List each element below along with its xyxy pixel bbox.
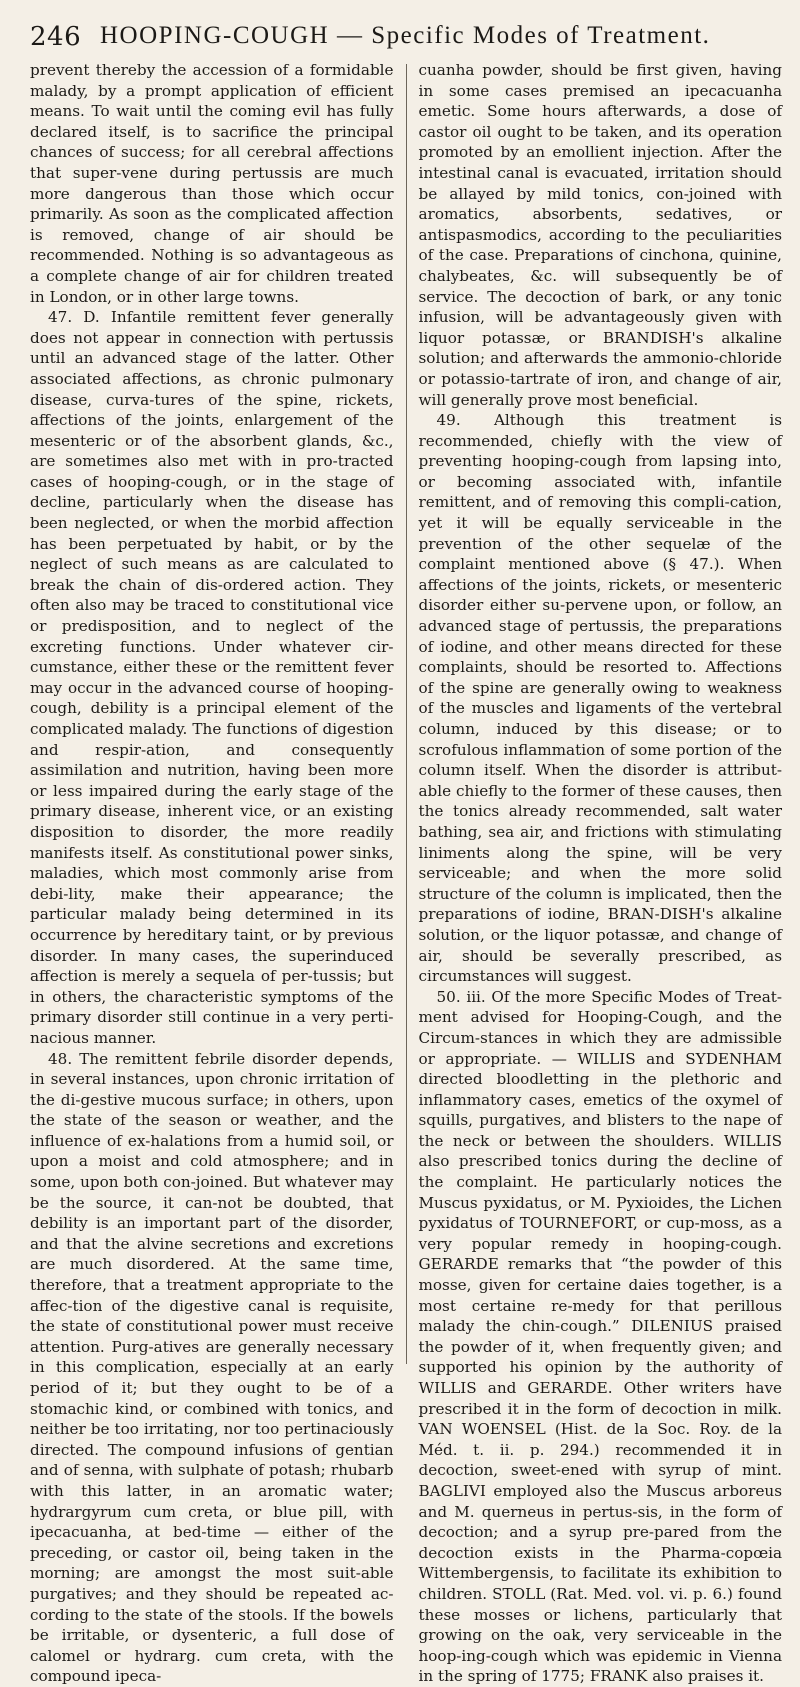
paragraph-48: 48. The remittent febrile disorder depends, in several instances, upon chronic irritation of the di-gestive mucous surface; in others, upon the state of the season or weather, and the influence of ex-halations from a humid soil, or upon a moist and cold atmosphere; and in some, upon both con-joined. But whatever may be the source, it can-not be doubted, that debility is an important part of the disorder, and that the alvine secretions and excretions are much disordered. At the same time, therefore, that a treatment appropriate to the affec-tion of the digestive canal is requisite, the state of constitutional power must receive attention. Purg-atives are generally necessary in this complication, especially at an early period of it; but they ought to be of a stomachic kind, or combined with tonics, and neither be too irritating, nor too pertinaciously directed. The compound infusions of gentian and of senna, with sulphate of potash; rhubarb with this latter, in an aromatic water; hydrargyrum cum creta, or blue pill, with ipecacuanha, at bed-time — either of the preceding, or castor oil, being taken in the morning; are amongst the most suit-able purgatives; and they should be repeated ac-cording to the state of the stools. If the bowels be irritable, or dysenteric, a full dose of calomel or hydrarg. cum creta, with the compound ipeca- <box>30 1049 394 1686</box>
running-head <box>30 18 782 54</box>
running-title: HOOPING-COUGH — Specific Modes of Treatment. <box>100 22 711 49</box>
text-columns <box>30 60 782 1687</box>
paragraph: cuanha powder, should be first given, having in some cases premised an ipecacuanha emetic. Some hours afterwards, a dose of castor oil ought to be taken, and its operation promoted by an emollient injection. After the intestinal canal is evacuated, irritation should be allayed by mild tonics, con-joined with aromatics, absorbents, sedatives, or antispasmodics, according to the peculiarities of the case. Preparations of cinchona, quinine, chalybeates, &c. will subsequently be of service. The decoction of bark, or any tonic infusion, will be advantageously given with liquor potassæ, or BRANDISH's alkaline solution; and afterwards the ammonio-chloride or potassio-tartrate of iron, and change of air, will generally prove most beneficial. <box>418 61 783 409</box>
page-number: 246 <box>30 22 82 52</box>
paragraph-47: 47. D. Infantile remittent fever generally does not appear in connection with pertussis until an advanced stage of the latter. Other associated affections, as chronic pulmonary disease, curva-tures of the spine, rickets, affections of the joints, enlargement of the mesenteric or of the absorbent glands, &c., are sometimes also met with in pro-tracted cases of hooping-cough, or in the stage of decline, particularly when the disease has been neglected, or when the morbid affection has been perpetuated by habit, or by the neglect of such means as are calculated to break the chain of dis-ordered action. They often also may be traced to constitutional vice or predisposition, and to neglect of the excreting functions. Under whatever cir-cumstance, either these or the remittent fever may occur in the advanced course of hooping-cough, debility is a principal element of the complicated malady. The functions of digestion and respir-ation, and consequently assimilation and nutrition, having been more or less impaired during the early stage of the primary disease, inherent vice, or an existing disposition to disorder, the more readily manifests itself. As constitutional power sinks, maladies, which most commonly arise from debi-lity, make their appearance; the particular malady being determined in its occurrence by hereditary taint, or by previous disorder. In many cases, the superinduced affection is merely a sequela of per-tussis; but in others, the characteristic symptoms of the primary disorder still continue in a very perti-nacious manner. <box>30 308 394 1047</box>
paragraph: prevent thereby the accession of a formidable malady, by a prompt application of efficient means. To wait until the coming evil has fully declared itself, is to sacrifice the principal chances of success; for all cerebral affections that super-vene during pertussis are much more dangerous than those which occur primarily. As soon as the complicated affection is removed, change of air should be recommended. Nothing is so advantageous as a complete change of air for children treated in London, or in other large towns. <box>30 61 394 306</box>
left-column <box>30 60 394 1687</box>
column-rule <box>406 64 407 1364</box>
paragraph-50: 50. iii. Of the more Specific Modes of Treat-ment advised for Hooping-Cough, and the Circum-stances in which they are admissible or appropriate. — WILLIS and SYDENHAM directed bloodletting in the plethoric and inflammatory cases, emetics of the oxymel of squills, purgatives, and blisters to the nape of the neck or between the shoulders. WILLIS also prescribed tonics during the decline of the complaint. He particularly notices the Muscus pyxidatus, or M. Pyxioides, the Lichen pyxidatus of TOURNEFORT, or cup-moss, as a very popular remedy in hooping-cough. GERARDE remarks that “the powder of this mosse, given for certaine daies together, is a most certaine re-medy for that perillous malady the chin-cough.” DILENIUS praised the powder of it, when frequently given; and supported his opinion by the authority of WILLIS and GERARDE. Other writers have prescribed it in the form of decoction in milk. VAN WOENSEL (Hist. de la Soc. Roy. de la Méd. t. ii. p. 294.) recommended it in decoction, sweet-ened with syrup of mint. BAGLIVI employed also the Muscus arboreus and M. querneus in pertus-sis, in the form of decoction; and a syrup pre-pared from the decoction exists in the Pharma-copœia Wittembergensis, to facilitate its exhibition to children. STOLL (Rat. Med. vol. vi. p. 6.) found these mosses or lichens, particularly that growing on the oak, very serviceable in the hoop-ing-cough which was epidemic in Vienna in the spring of 1775; FRANK also praises it. <box>418 987 783 1686</box>
right-column <box>419 60 783 1687</box>
paragraph-49: 49. Although this treatment is recommended, chiefly with the view of preventing hooping-cough from lapsing into, or becoming associated with, infantile remittent, and of removing this compli-cation, yet it will be equally serviceable in the prevention of the other sequelæ of the complaint mentioned above (§ 47.). When affections of the joints, rickets, or mesenteric disorder either su-pervene upon, or follow, an advanced stage of pertussis, the preparations of iodine, and other means directed for these complaints, should be resorted to. Affections of the spine are generally owing to weakness of the muscles and ligaments of the vertebral column, induced by this disease; or to scrofulous inflammation of some portion of the column itself. When the disorder is attribut-able chiefly to the former of these causes, then the tonics already recommended, salt water bathing, sea air, and frictions with stimulating liniments along the spine, will be very serviceable; and when the more solid structure of the column is implicated, then the preparations of iodine, BRAN-DISH's alkaline solution, or the liquor potassæ, and change of air, should be severally prescribed, as circumstances will suggest. <box>418 411 783 986</box>
